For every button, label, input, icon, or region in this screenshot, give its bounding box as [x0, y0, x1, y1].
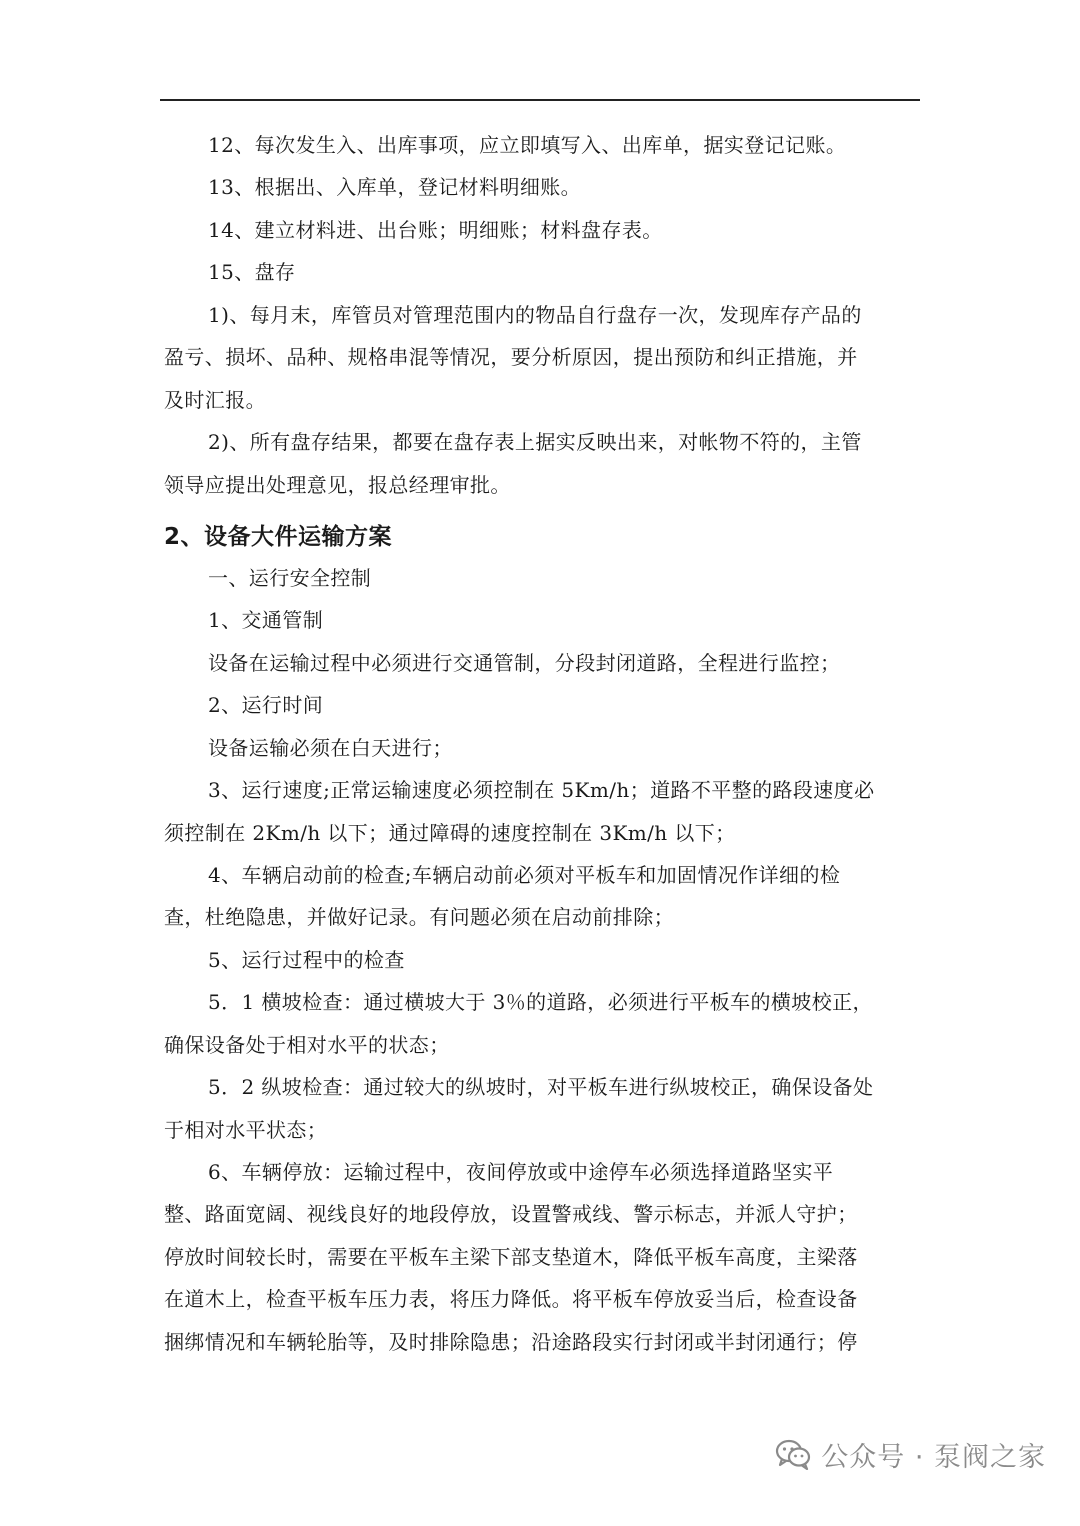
- watermark: [775, 1434, 1046, 1474]
- paragraph-line: 6、车辆停放：运输过程中，夜间停放或中途停车必须选择道路坚实平: [208, 1160, 834, 1184]
- paragraph-line: 领导应提出处理意见，报总经理审批。: [164, 473, 511, 497]
- paragraph-line: 设备运输必须在白天进行；: [208, 736, 453, 760]
- paragraph-line: 停放时间较长时，需要在平板车主梁下部支垫道木，降低平板车高度，主梁落: [164, 1245, 858, 1269]
- section-heading: 2、设备大件运输方案: [164, 524, 393, 550]
- paragraph-line: 确保设备处于相对水平的状态；: [164, 1033, 450, 1057]
- paragraph-line: 盈亏、损坏、品种、规格串混等情况，要分析原因，提出预防和纠正措施，并: [164, 345, 858, 369]
- paragraph-line: 1、交通管制: [208, 608, 324, 632]
- paragraph-line: 于相对水平状态；: [164, 1118, 328, 1142]
- paragraph-line: 12、每次发生入、出库事项，应立即填写入、出库单，据实登记记账。: [208, 133, 847, 157]
- paragraph-line: 捆绑情况和车辆轮胎等，及时排除隐患；沿途路段实行封闭或半封闭通行；停: [164, 1330, 858, 1354]
- paragraph-line: 1)、每月末，库管员对管理范围内的物品自行盘存一次，发现库存产品的: [208, 303, 862, 327]
- paragraph-line: 整、路面宽阔、视线良好的地段停放，设置警戒线、警示标志，并派人守护；: [164, 1202, 858, 1226]
- paragraph-line: 4、车辆启动前的检查;车辆启动前必须对平板车和加固情况作详细的检: [208, 863, 841, 887]
- paragraph-line: 查，杜绝隐患，并做好记录。有问题必须在启动前排除；: [164, 905, 674, 929]
- paragraph-line: 5．2 纵坡检查：通过较大的纵坡时，对平板车进行纵坡校正，确保设备处: [208, 1075, 874, 1099]
- paragraph-line: 设备在运输过程中必须进行交通管制，分段封闭道路，全程进行监控；: [208, 651, 841, 675]
- paragraph-line: 2、运行时间: [208, 693, 324, 717]
- paragraph-line: 13、根据出、入库单，登记材料明细账。: [208, 175, 582, 199]
- paragraph-line: 3、运行速度;正常运输速度必须控制在 5Km/h；道路不平整的路段速度必: [208, 778, 875, 802]
- paragraph-line: 一、运行安全控制: [208, 566, 372, 590]
- paragraph-line: 5、运行过程中的检查: [208, 948, 405, 972]
- paragraph-line: 15、盘存: [208, 260, 296, 284]
- header-rule: [160, 99, 920, 101]
- watermark-text: 公众号 · 泵阀之家: [821, 1441, 1046, 1473]
- paragraph-line: 2)、所有盘存结果，都要在盘存表上据实反映出来，对帐物不符的，主管: [208, 430, 862, 454]
- wechat-icon: [775, 1438, 811, 1470]
- paragraph-line: 须控制在 2Km/h 以下；通过障碍的速度控制在 3Km/h 以下；: [164, 821, 736, 845]
- paragraph-line: 在道木上，检查平板车压力表，将压力降低。将平板车停放妥当后，检查设备: [164, 1287, 858, 1311]
- paragraph-line: 及时汇报。: [164, 388, 266, 412]
- paragraph-line: 5．1 横坡检查：通过横坡大于 3％的道路，必须进行平板车的横坡校正，: [208, 990, 873, 1014]
- paragraph-line: 14、建立材料进、出台账；明细账；材料盘存表。: [208, 218, 663, 242]
